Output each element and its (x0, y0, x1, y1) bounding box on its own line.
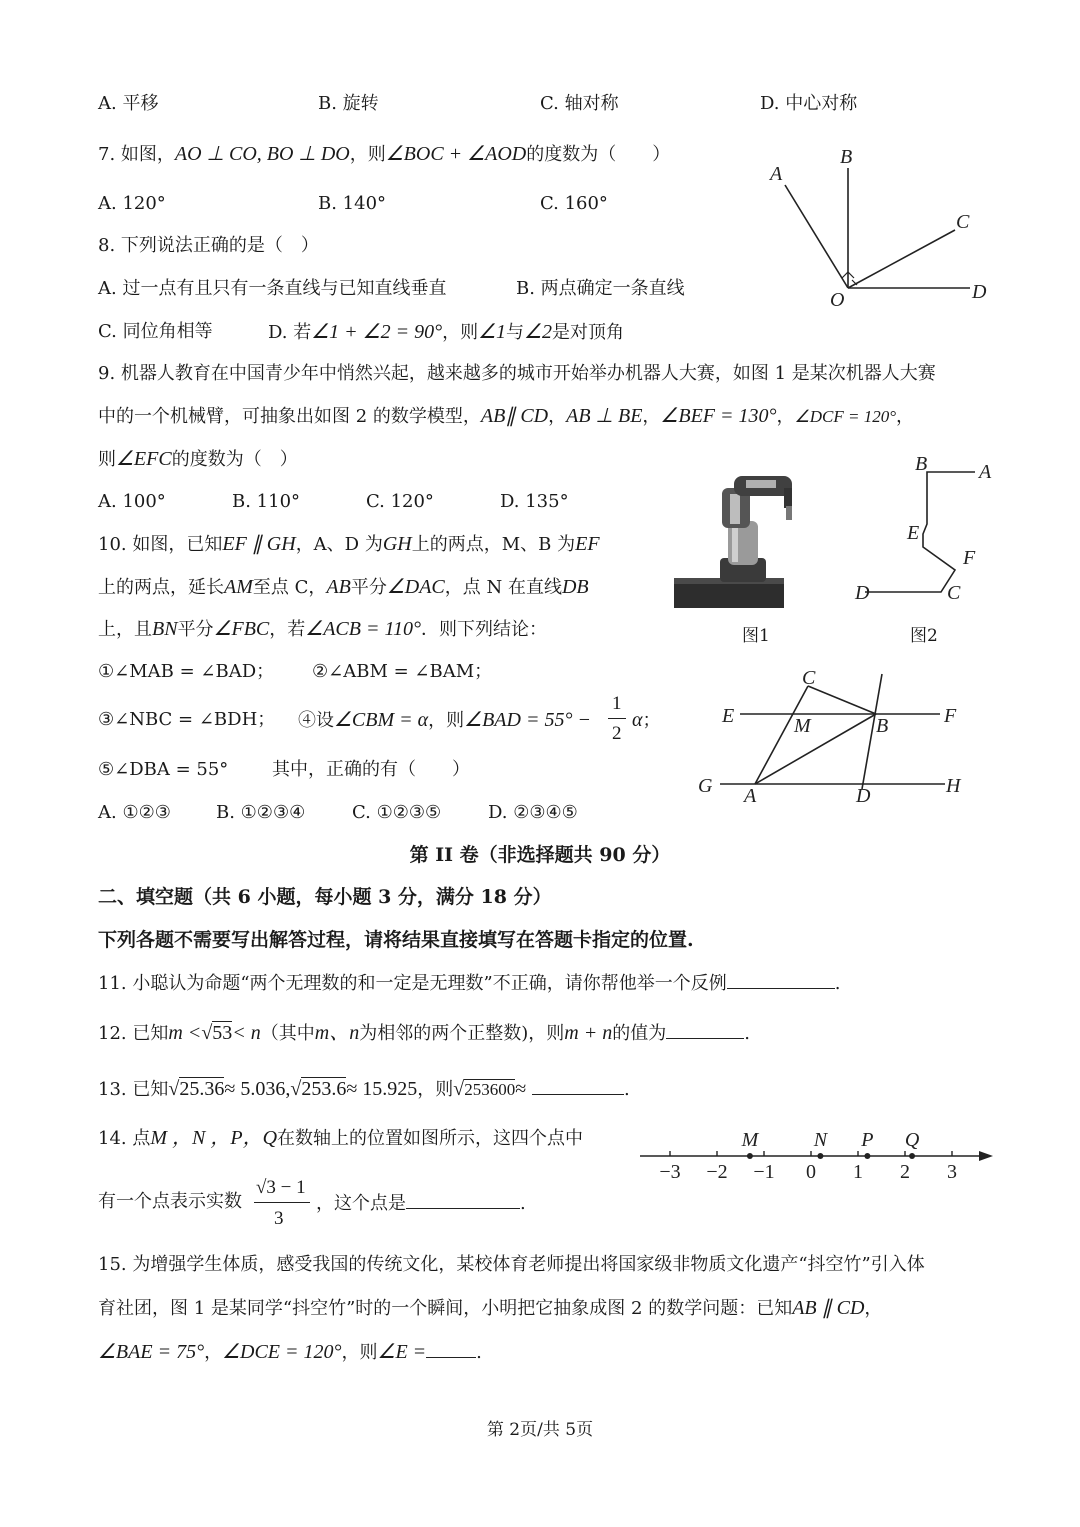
q9-fig2-label-b: B (915, 453, 928, 475)
q14-line-2: 有一个点表示实数 (98, 1191, 242, 1212)
q11: 11. 小聪认为命题“两个无理数的和一定是无理数”不正确，请你帮他举一个反例 . (98, 970, 840, 996)
axis-point-q (909, 1153, 915, 1159)
q7-option-b: B. 140° (318, 193, 387, 214)
axis-point-m (747, 1153, 753, 1159)
q10-label-m: M (794, 715, 811, 737)
q7-label-c: C (956, 211, 970, 233)
q9-option-b: B. 110° (232, 491, 301, 512)
q7-label-a: A (770, 163, 783, 185)
axis-tick-label: −3 (659, 1161, 681, 1183)
q14-line-1: 14. 点M ，N ，P，Q在数轴上的位置如图所示，这四个点中 (98, 1127, 584, 1149)
axis-point-p (864, 1153, 870, 1159)
q15-line-2: 育社团，图 1 是某同学“抖空竹”时的一个瞬间，小明把它抽象成图 2 的数学问题：已知AB ∥ CD， (98, 1297, 883, 1319)
q12: 12. 已知m <√53< n（其中m、n为相邻的两个正整数)，则m + n的值为 . (98, 1022, 750, 1044)
q8-option-d: D. 若∠1 + ∠2 = 90°，则∠1与∠2是对顶角 (268, 321, 624, 343)
q13: 13. 已知√25.36≈ 5.036,√253.6≈ 15.925，则√253600≈ . (98, 1078, 630, 1100)
q10-frac-den: 2 (612, 723, 622, 744)
q8-stem: 8. 下列说法正确的是（ ） (98, 235, 319, 256)
q9-fig2-label-e: E (907, 522, 920, 544)
part2-title: 第 II 卷（非选择题共 90 分） (409, 844, 671, 866)
q9-line-1: 9. 机器人教育在中国青少年中悄然兴起，越来越多的城市开始举办机器人大赛，如图 1 是某次机器人大赛 (98, 363, 936, 384)
q10-alpha: α； (632, 709, 661, 731)
axis-tick-label: 3 (947, 1161, 957, 1183)
q8-option-b: B. 两点确定一条直线 (516, 278, 685, 299)
q14-line-2-post: ，这个点是 . (316, 1190, 526, 1216)
axis-tick-label: −1 (753, 1161, 775, 1183)
q14-frac-bar (254, 1202, 310, 1203)
q10-conclusion-4: ④设∠CBM = α，则∠BAD = 55° − (298, 709, 591, 731)
q9-line-3: 则∠EFC的度数为（ ） (98, 448, 298, 470)
axis-arrow-icon (979, 1151, 993, 1161)
q10-frac-bar (608, 718, 626, 719)
q10-conclusion-3: ③∠NBC = ∠BDH； (98, 709, 276, 730)
q15-line-3: ∠BAE = 75°，∠DCE = 120°，则∠E = . (98, 1341, 482, 1363)
q15-answer-blank[interactable] (426, 1339, 476, 1358)
q9-fig2-caption: 图2 (910, 626, 938, 646)
axis-point-label-p: P (861, 1129, 874, 1151)
q10-conclusion-5: ⑤∠DBA = 55° (98, 759, 229, 780)
axis-tick-label: −2 (706, 1161, 728, 1183)
q6-option-c: C. 轴对称 (540, 93, 619, 114)
q10-line-2: 上的两点，延长AM至点 C，AB平分∠DAC，点 N 在直线DB (98, 576, 589, 598)
q6-option-b: B. 旋转 (318, 93, 379, 114)
q9-fig2 (845, 452, 995, 612)
q14-answer-blank[interactable] (406, 1190, 520, 1209)
axis-point-label-q: Q (904, 1129, 920, 1151)
q9-fig2-label-c: C (947, 582, 961, 604)
q10-frac-num: 1 (612, 693, 622, 714)
q7-label-b: B (840, 146, 853, 168)
q10-option-b: B. ①②③④ (216, 802, 306, 823)
q14-number-line (635, 1122, 1000, 1188)
q9-option-c: C. 120° (366, 491, 434, 512)
axis-tick-label: 0 (806, 1161, 816, 1183)
q10-line-1: 10. 如图，已知EF ∥ GH，A、D 为GH上的两点，M、B 为EF (98, 533, 600, 555)
q10-conclusion-2: ②∠ABM = ∠BAM； (312, 661, 493, 682)
sqrt-symbol: √ (201, 1022, 213, 1044)
q10-label-e: E (722, 705, 735, 727)
q7-option-a: A. 120° (98, 193, 166, 214)
section2-note: 下列各题不需要写出解答过程，请将结果直接填写在答题卡指定的位置. (98, 929, 694, 951)
axis-point-label-m: M (741, 1129, 759, 1151)
q9-fig1-caption: 图1 (742, 626, 770, 646)
axis-tick-label: 2 (900, 1161, 910, 1183)
q10-label-c: C (802, 667, 816, 689)
q9-option-a: A. 100° (98, 491, 166, 512)
q10-conclusion-1: ①∠MAB = ∠BAD； (98, 661, 275, 682)
q9-fig2-label-a: A (979, 461, 992, 483)
q10-line-3: 上，且BN平分∠FBC，若∠ACB = 110°．则下列结论： (98, 618, 547, 640)
q10-option-a: A. ①②③ (98, 802, 171, 823)
q8-option-c: C. 同位角相等 (98, 321, 213, 342)
q14-frac-num: √3 − 1 (256, 1177, 306, 1198)
q7-label-d: D (972, 281, 987, 303)
q6-option-a: A. 平移 (98, 93, 159, 114)
q10-label-a: A (744, 785, 757, 807)
axis-point-n (817, 1153, 823, 1159)
q9-line-2: 中的一个机械臂，可抽象出如图 2 的数学模型，AB∥ CD，AB ⊥ BE，∠BEF = 130°，∠DCF = 120°， (98, 405, 915, 427)
q10-option-d: D. ②③④⑤ (488, 802, 578, 823)
q7-stem: 7. 如图，AO ⊥ CO, BO ⊥ DO，则∠BOC + ∠AOD的度数为（ ） (98, 143, 671, 165)
section2-title: 二、填空题（共 6 小题，每小题 3 分，满分 18 分） (98, 886, 552, 908)
q10-label-f: F (944, 705, 957, 727)
q10-conclusion-post: 其中，正确的有（ ） (272, 759, 470, 780)
q14-frac-den: 3 (274, 1208, 284, 1229)
q15-line-1: 15. 为增强学生体质，感受我国的传统文化，某校体育老师提出将国家级非物质文化遗产“抖空竹”引入体 (98, 1254, 925, 1275)
q10-label-g: G (698, 775, 713, 797)
q10-option-c: C. ①②③⑤ (352, 802, 442, 823)
axis-point-label-n: N (813, 1129, 828, 1151)
q6-option-d: D. 中心对称 (760, 93, 858, 114)
q10-label-d: D (856, 785, 871, 807)
q8-option-a: A. 过一点有且只有一条直线与已知直线垂直 (98, 278, 447, 299)
axis-tick-label: 1 (853, 1161, 863, 1183)
q12-answer-blank[interactable] (666, 1020, 744, 1039)
q7-label-o: O (830, 289, 845, 311)
q11-answer-blank[interactable] (727, 970, 835, 989)
q13-answer-blank[interactable] (532, 1076, 624, 1095)
q10-label-h: H (946, 775, 961, 797)
q9-fig2-label-d: D (855, 582, 870, 604)
q9-option-d: D. 135° (500, 491, 569, 512)
q7-figure (760, 140, 1000, 315)
q10-figure (690, 664, 980, 809)
q9-fig2-label-f: F (963, 547, 976, 569)
robot-arm-photo (672, 466, 792, 612)
q7-option-c: C. 160° (540, 193, 608, 214)
page-footer: 第 2页/共 5页 (486, 1420, 594, 1440)
q10-label-b: B (876, 715, 889, 737)
